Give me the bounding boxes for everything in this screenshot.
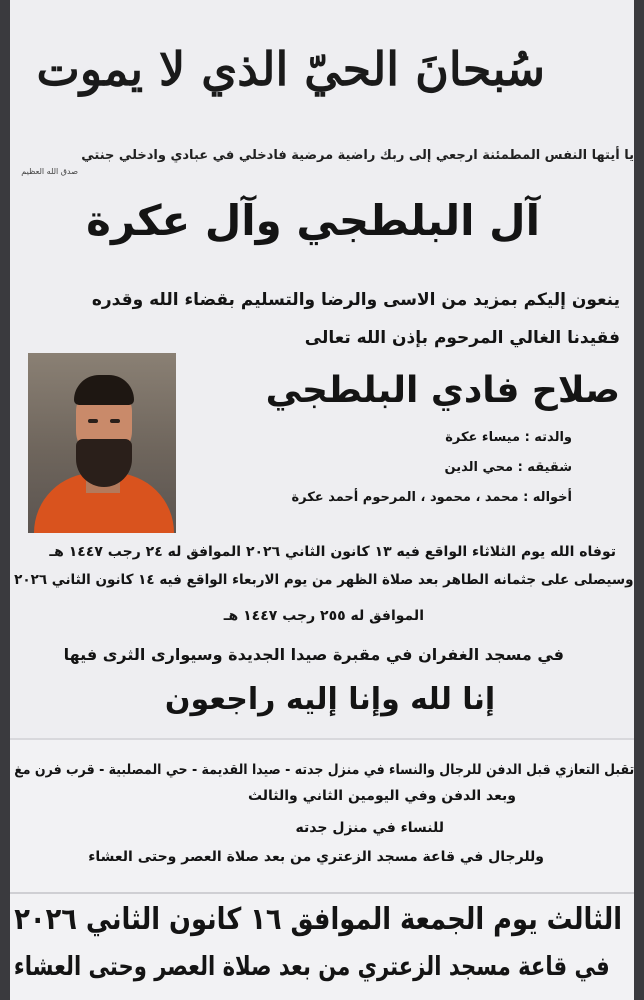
calligraphy-banner: سُبحانَ الحيّ الذي لا يموت — [36, 42, 545, 96]
condolences-line-2: وبعد الدفن وفي اليومين الثاني والثالث — [247, 788, 516, 804]
third-day-date: الثالث يوم الجمعة الموافق ١٦ كانون الثاني ٢٠٢٦ — [14, 902, 622, 937]
announcement-line-1: ينعون إليكم بمزيد من الاسى والرضا والتسليم بقضاء الله وقدره — [91, 290, 620, 310]
photo-eye-right — [110, 419, 120, 423]
photo-eye-left — [88, 419, 98, 423]
announcement-line-2: فقيدنا الغالي المرحوم بإذن الله تعالى — [304, 328, 620, 348]
relative-brother: شقيقه : محي الدين — [444, 460, 572, 475]
death-date: توفاه الله يوم الثلاثاء الواقع فيه ١٣ كانون الثاني ٢٠٢٦ الموافق له ٢٤ رجب ١٤٤٧ هـ — [49, 544, 616, 560]
condolences-line-4: وللرجال في قاعة مسجد الزعتري من بعد صلاة العصر وحتى العشاء — [88, 849, 544, 865]
families-title: آل البلطجي وآل عكرة — [86, 196, 540, 245]
section-divider — [10, 892, 634, 894]
quran-verse: يا أيتها النفس المطمئنة ارجعي إلى ربك راضية مرضية فادخلي في عبادي وادخلي جنتي — [81, 148, 634, 163]
deceased-name: صلاح فادي البلطجي — [265, 370, 620, 411]
closing-verse: إنا لله وإنا إليه راجعون — [164, 682, 496, 717]
third-day-venue: في قاعة مسجد الزعتري من بعد صلاة العصر وحتى العشاء — [14, 952, 610, 982]
condolences-line-1: تقبل التعازي قبل الدفن للرجال والنساء في منزل جدته - صيدا القديمة - حي المصلبية - قرب فرن مغ — [13, 762, 634, 778]
relative-mother: والدته : ميساء عكرة — [445, 430, 572, 445]
condolences-line-3: للنساء في منزل جدته — [295, 820, 444, 836]
relative-uncles: أخواله : محمد ، محمود ، المرحوم أحمد عكرة — [291, 490, 572, 505]
obituary-paper — [10, 0, 634, 1000]
hijri-date: الموافق له ٢٥٥ رجب ١٤٤٧ هـ — [223, 608, 424, 624]
verse-note: صدق الله العظيم — [21, 167, 78, 176]
burial-info: في مسجد الغفران في مقبرة صيدا الجديدة وسيوارى الثرى فيها — [63, 645, 564, 664]
photo-hair — [74, 375, 134, 405]
prayer-info: وسيصلى على جثمانه الطاهر بعد صلاة الظهر من يوم الاربعاء الواقع فيه ١٤ كانون الثاني ٢٠٢٦ — [14, 572, 634, 588]
deceased-photo — [28, 353, 176, 533]
